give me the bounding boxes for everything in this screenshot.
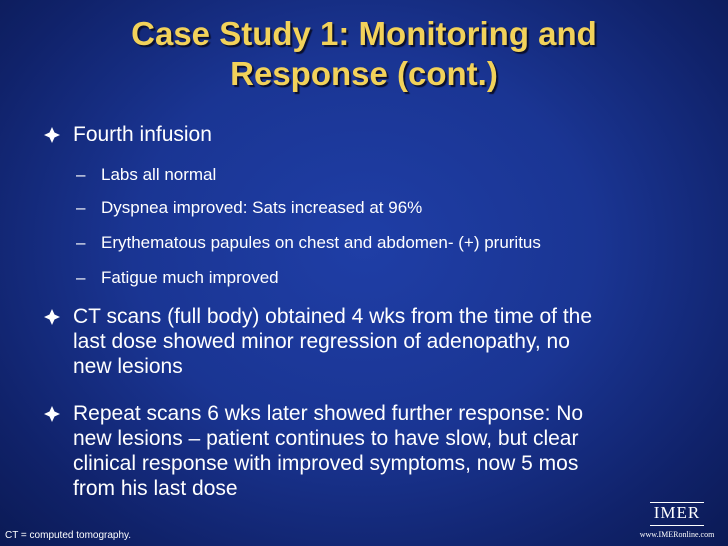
diamond-bullet-icon bbox=[44, 127, 60, 143]
diamond-bullet-icon bbox=[44, 309, 60, 325]
logo-rule-bottom bbox=[650, 525, 704, 526]
dash-marker: – bbox=[76, 233, 86, 252]
bullet-text-line: clinical response with improved symptoms, now 5 mos bbox=[73, 452, 579, 475]
sub-bullet-text: Erythematous papules on chest and abdomen- (+) pruritus bbox=[101, 233, 541, 252]
sub-bullet-text: Fatigue much improved bbox=[101, 268, 279, 287]
dash-marker: – bbox=[76, 268, 86, 287]
slide-title bbox=[40, 14, 688, 94]
diamond-bullet-icon bbox=[44, 406, 60, 422]
slide-title-line-1: Case Study 1: Monitoring and bbox=[131, 15, 597, 52]
bullet-text-line: from his last dose bbox=[73, 477, 238, 500]
bullet-text-line: Repeat scans 6 wks later showed further response: No bbox=[73, 402, 584, 425]
dash-marker: – bbox=[76, 198, 86, 217]
bullet-text-line: Fourth infusion bbox=[73, 123, 212, 146]
logo-site: www.IMERonline.com bbox=[639, 530, 715, 539]
bullet-text-line: new lesions bbox=[73, 355, 183, 378]
bullet-text-line: CT scans (full body) obtained 4 wks from the time of the bbox=[73, 305, 593, 328]
imer-logo bbox=[638, 502, 716, 542]
dash-marker: – bbox=[76, 165, 86, 184]
footnote: CT = computed tomography. bbox=[5, 530, 132, 541]
bullet-text-line: last dose showed minor regression of adenopathy, no bbox=[73, 330, 570, 353]
bullet-text-line: new lesions – patient continues to have slow, but clear bbox=[73, 427, 579, 450]
logo-name: IMER bbox=[653, 503, 701, 522]
slide-title-line-2: Response (cont.) bbox=[230, 55, 498, 92]
sub-bullet-text: Labs all normal bbox=[101, 165, 217, 184]
sub-bullet-text: Dyspnea improved: Sats increased at 96% bbox=[101, 198, 423, 217]
